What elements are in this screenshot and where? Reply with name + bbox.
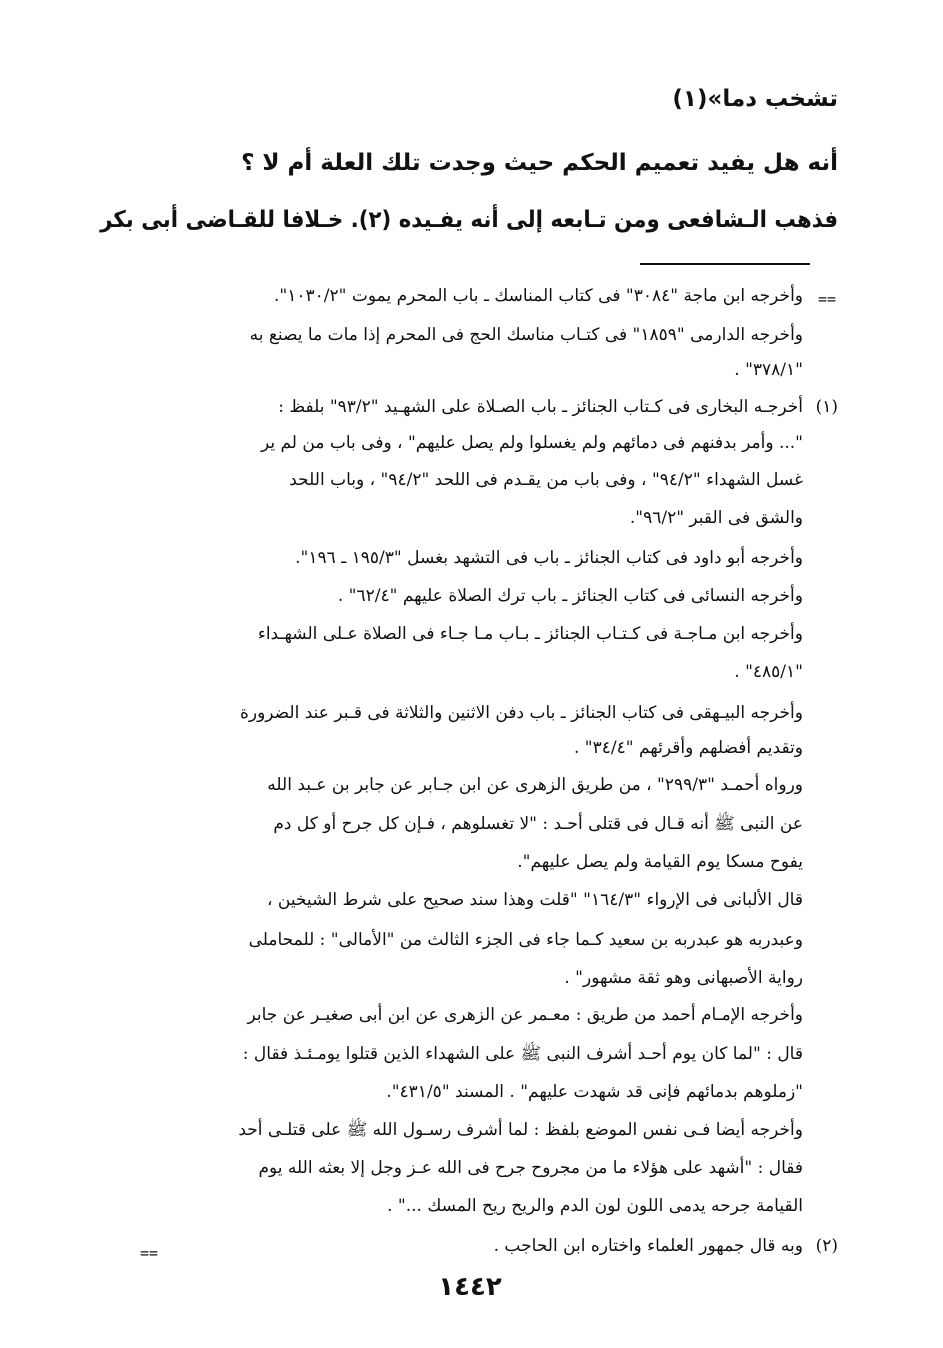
footnote-line: وأخرجه النسائى فى كتاب الجنائز ـ باب ترك الصلاة عليهم "٦٢/٤" .: [337, 586, 803, 606]
footnote-line: وأخرجه أيضا فـى نفس الموضع بلفظ : لما أشرف رسـول الله ﷺ على قتلـى أحد: [238, 1120, 803, 1140]
footnote-line: "٤٨٥/١" .: [734, 662, 803, 682]
footnote-line: وأخرجه البيـهقى فى كتاب الجنائز ـ باب دفن الاثنين والثلاثة فى قـبر عند الضرورة: [239, 703, 803, 723]
footnote-line: وأخرجه ابن ماجة "٣٠٨٤" فى كتاب المناسك ـ باب المحرم يموت "١٠٣٠/٢".: [274, 286, 803, 306]
footnote-line: ورواه أحمـد "٢٩٩/٣" ، من طريق الزهرى عن ابن جـابر عن جابر بن عـبد الله: [267, 775, 803, 795]
footnote-line: "٣٧٨/١" .: [734, 360, 803, 380]
footnote-line: القيامة جرحه يدمى اللون لون الدم والريح ريح المسك ..." .: [387, 1196, 803, 1216]
footnote-line: قال الألبانى فى الإرواء "١٦٤/٣" "قلت وهذا سند صحيح على شرط الشيخين ،: [267, 890, 803, 910]
page-number: ١٤٤٢: [438, 1272, 502, 1302]
footnote-line: وأخرجه أبو داود فى كتاب الجنائز ـ باب فى التشهد بغسل "١٩٥/٣ ـ ١٩٦".: [295, 548, 803, 568]
footnote-line: وأخرجه الإمـام أحمد من طريق : معـمر عن الزهرى عن ابن أبى صغيـر عن جابر: [247, 1005, 803, 1025]
footnote-number: (٢): [815, 1236, 838, 1256]
footnote-line: أخرجـه البخارى فى كـتاب الجنائز ـ باب الصـلاة على الشهـيد "٩٣/٢" بلفظ :: [278, 397, 803, 417]
footnote-line: وبه قال جمهور العلماء واختاره ابن الحاجب .: [493, 1236, 803, 1256]
footnote-line: قال : "لما كان يوم أحـد أشرف النبى ﷺ على الشهداء الذين قتلوا يومـئـذ فقال :: [242, 1044, 803, 1064]
footnote-line: وتقديم أفضلهم وأقرئهم "٣٤/٤" .: [574, 738, 803, 758]
footnote-line: رواية الأصبهانى وهو ثقة مشهور" .: [564, 968, 803, 988]
footnote-line: وعبدربه هو عبدربه بن سعيد كـما جاء فى الجزء الثالث من "الأمالى" : للمحاملى: [248, 930, 803, 950]
footnote-line: عن النبى ﷺ أنه قـال فى قتلى أحـد : "لا تغسلوهم ، فـإن كل جرح أو كل دم: [273, 814, 803, 834]
main-text-line: أنه هل يفيد تعميم الحكم حيث وجدت تلك العلة أم لا ؟: [241, 150, 838, 176]
main-text-line: فذهب الـشافعى ومن تـابعه إلى أنه يفـيده (٢). خـلافا للقـاضى أبى بكر: [100, 207, 838, 233]
footnote-line: وأخرجه ابن مـاجـة فى كـتـاب الجنائز ـ بـاب مـا جـاء فى الصلاة عـلى الشهـداء: [257, 624, 803, 644]
footnote-line: يفوح مسكا يوم القيامة ولم يصل عليهم".: [517, 852, 803, 872]
footnote-line: "زملوهم بدمائهم فإنى قد شهدت عليهم" . المسند "٤٣١/٥".: [386, 1082, 803, 1102]
footnote-line: فقال : "أشهد على هؤلاء ما من مجروح جرح فى الله عـز وجل إلا بعثه الله يوم: [258, 1158, 803, 1178]
continuation-mark: ==: [818, 290, 837, 308]
main-text-line: تشخب دما»(١): [672, 86, 838, 112]
continuation-mark: ==: [140, 1244, 159, 1262]
footnote-line: "... وأمر بدفنهم فى دمائهم ولم يغسلوا ولم يصل عليهم" ، وفى باب من لم ير: [260, 433, 803, 453]
footnote-line: غسل الشهداء "٩٤/٢" ، وفى باب من يقـدم فى اللحد "٩٤/٢" ، وباب اللحد: [289, 470, 803, 490]
footnote-line: والشق فى القبر "٩٦/٢".: [629, 508, 803, 528]
footnote-line: وأخرجه الدارمى "١٨٥٩" فى كتـاب مناسك الحج فى المحرم إذا مات ما يصنع به: [249, 325, 803, 345]
footnote-separator: [640, 263, 810, 265]
footnote-number: (١): [815, 397, 838, 417]
